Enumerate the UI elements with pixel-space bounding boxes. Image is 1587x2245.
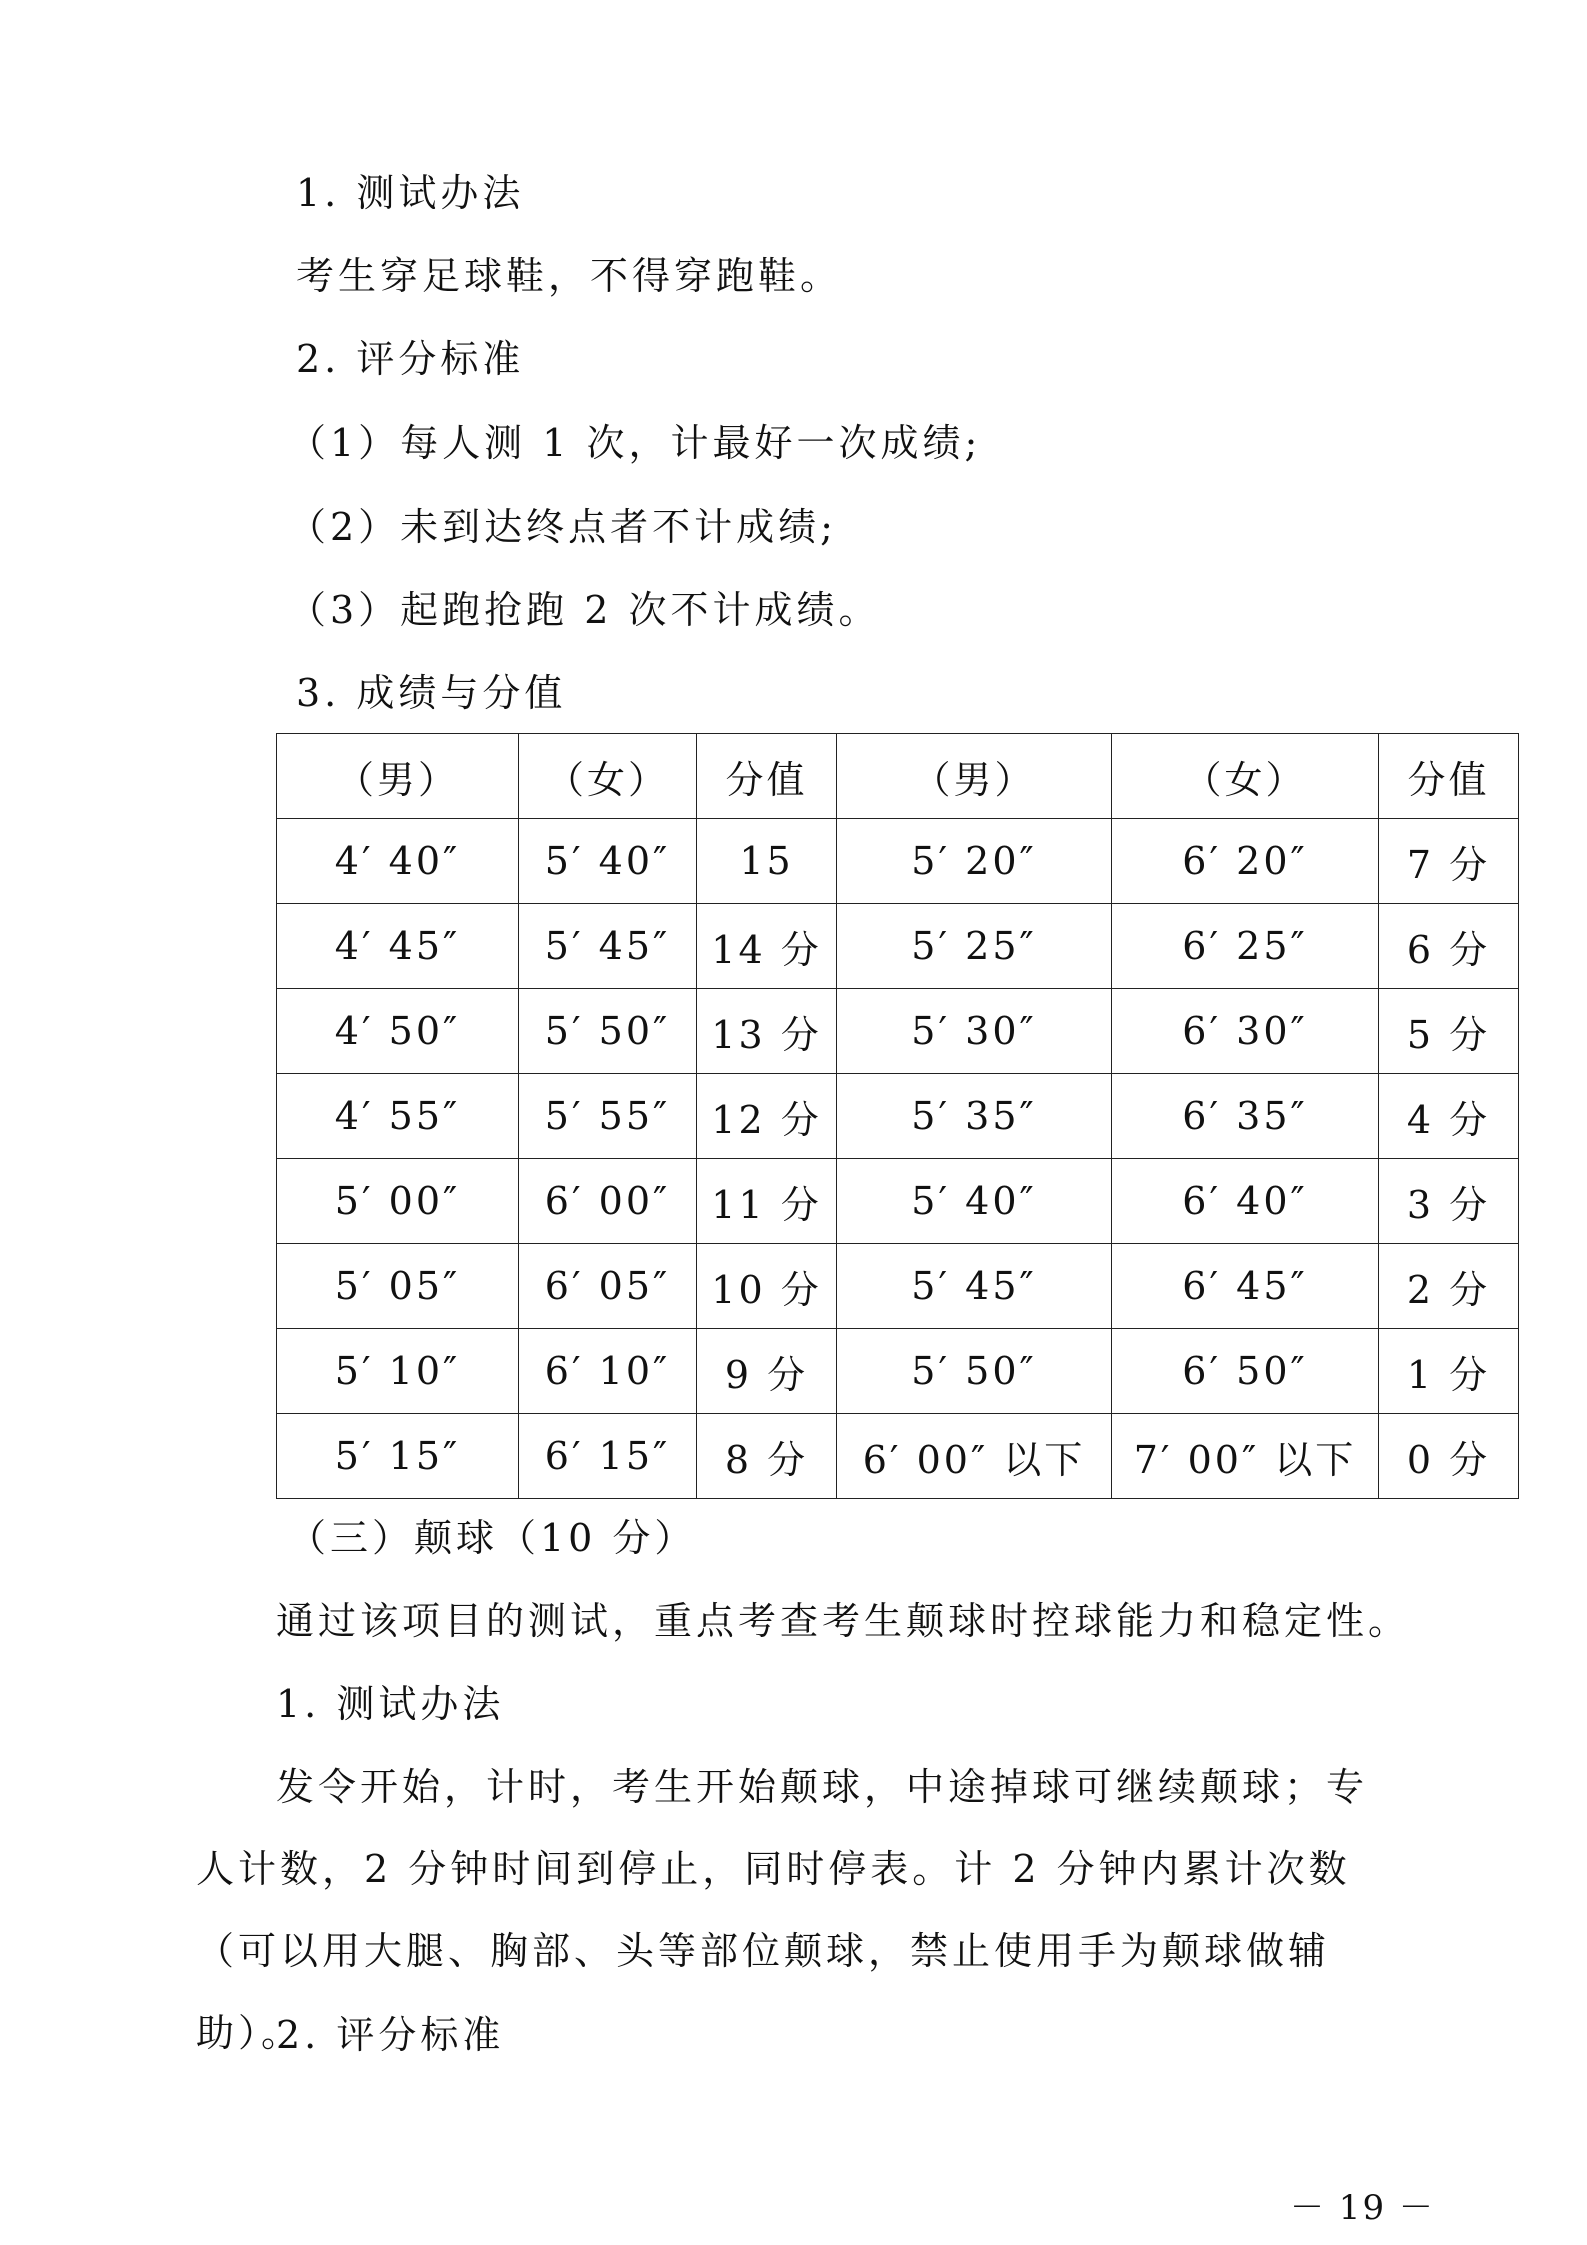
table-row xyxy=(277,1329,1519,1414)
table-cell: 4 分 xyxy=(1379,1074,1519,1159)
header-female: （女） xyxy=(519,734,697,819)
table-cell: 5′ 35″ xyxy=(837,1074,1112,1159)
header-male: （男） xyxy=(277,734,519,819)
table-cell: 13 分 xyxy=(697,989,837,1074)
table-cell: 6′ 40″ xyxy=(1112,1159,1379,1244)
rule-item-3: （3）起跑抢跑 2 次不计成绩。 xyxy=(288,588,881,632)
table-row xyxy=(277,904,1519,989)
table-cell: 5′ 10″ xyxy=(277,1329,519,1414)
table-cell: 4′ 40″ xyxy=(277,819,519,904)
table-cell: 14 分 xyxy=(697,904,837,989)
table-cell: 4′ 55″ xyxy=(277,1074,519,1159)
table-cell: 5′ 45″ xyxy=(519,904,697,989)
table-cell: 5′ 00″ xyxy=(277,1159,519,1244)
heading-juggling-scoring: 2. 评分标准 xyxy=(276,2013,505,2057)
table-header-row xyxy=(277,734,1519,819)
section-intro: 通过该项目的测试，重点考查考生颠球时控球能力和稳定性。 xyxy=(276,1599,1411,1643)
table-cell: 0 分 xyxy=(1379,1414,1519,1499)
score-table xyxy=(276,733,1519,1499)
table-cell: 5′ 40″ xyxy=(837,1159,1112,1244)
table-cell: 15 xyxy=(697,819,837,904)
table-cell: 6′ 25″ xyxy=(1112,904,1379,989)
table-cell: 6′ 50″ xyxy=(1112,1329,1379,1414)
heading-juggling-method: 1. 测试办法 xyxy=(276,1682,505,1726)
table-cell: 5′ 30″ xyxy=(837,989,1112,1074)
table-row xyxy=(277,1074,1519,1159)
table-cell: 5 分 xyxy=(1379,989,1519,1074)
rule-item-1: （1）每人测 1 次，计最好一次成绩; xyxy=(288,421,982,465)
table-cell: 5′ 50″ xyxy=(519,989,697,1074)
section-title-juggling: （三）颠球（10 分） xyxy=(288,1516,697,1560)
table-cell: 5′ 15″ xyxy=(277,1414,519,1499)
table-cell: 5′ 50″ xyxy=(837,1329,1112,1414)
juggling-method-text: 发令开始，计时，考生开始颠球，中途掉球可继续颠球；专人计数，2 分钟时间到停止，同时停表。计 2 分钟内累计次数（可以用大腿、胸部、头等部位颠球，禁止使用手为颠球做辅助）。 xyxy=(196,1765,1369,2055)
heading-test-method: 1. 测试办法 xyxy=(296,171,525,215)
table-cell: 2 分 xyxy=(1379,1244,1519,1329)
text-shoe-requirement: 考生穿足球鞋，不得穿跑鞋。 xyxy=(296,254,843,298)
table-cell: 8 分 xyxy=(697,1414,837,1499)
header-score: 分值 xyxy=(697,734,837,819)
table-row xyxy=(277,989,1519,1074)
table-cell: 5′ 05″ xyxy=(277,1244,519,1329)
page-number: － 19 － xyxy=(1290,2188,1435,2228)
table-cell: 6′ 45″ xyxy=(1112,1244,1379,1329)
header-male: （男） xyxy=(837,734,1112,819)
table-cell: 10 分 xyxy=(697,1244,837,1329)
table-cell: 11 分 xyxy=(697,1159,837,1244)
table-cell: 7′ 00″ 以下 xyxy=(1112,1414,1379,1499)
table-cell: 3 分 xyxy=(1379,1159,1519,1244)
table-cell: 4′ 50″ xyxy=(277,989,519,1074)
table-cell: 5′ 40″ xyxy=(519,819,697,904)
table-cell: 5′ 25″ xyxy=(837,904,1112,989)
table-cell: 6′ 00″ 以下 xyxy=(837,1414,1112,1499)
rule-item-2: （2）未到达终点者不计成绩; xyxy=(288,505,837,549)
table-cell: 6′ 20″ xyxy=(1112,819,1379,904)
header-score: 分值 xyxy=(1379,734,1519,819)
table-cell: 6′ 15″ xyxy=(519,1414,697,1499)
table-cell: 6′ 05″ xyxy=(519,1244,697,1329)
table-cell: 5′ 55″ xyxy=(519,1074,697,1159)
table-cell: 6′ 00″ xyxy=(519,1159,697,1244)
table-cell: 7 分 xyxy=(1379,819,1519,904)
header-female: （女） xyxy=(1112,734,1379,819)
table-cell: 9 分 xyxy=(697,1329,837,1414)
table-cell: 12 分 xyxy=(697,1074,837,1159)
heading-score-values: 3. 成绩与分值 xyxy=(296,671,567,715)
heading-scoring-standard: 2. 评分标准 xyxy=(296,337,525,381)
table-row xyxy=(277,1159,1519,1244)
table-row xyxy=(277,1244,1519,1329)
table-cell: 1 分 xyxy=(1379,1329,1519,1414)
table-cell: 5′ 20″ xyxy=(837,819,1112,904)
table-cell: 4′ 45″ xyxy=(277,904,519,989)
table-cell: 6 分 xyxy=(1379,904,1519,989)
table-cell: 6′ 35″ xyxy=(1112,1074,1379,1159)
table-cell: 6′ 30″ xyxy=(1112,989,1379,1074)
table-row xyxy=(277,1414,1519,1499)
table-row xyxy=(277,819,1519,904)
table-cell: 6′ 10″ xyxy=(519,1329,697,1414)
table-cell: 5′ 45″ xyxy=(837,1244,1112,1329)
